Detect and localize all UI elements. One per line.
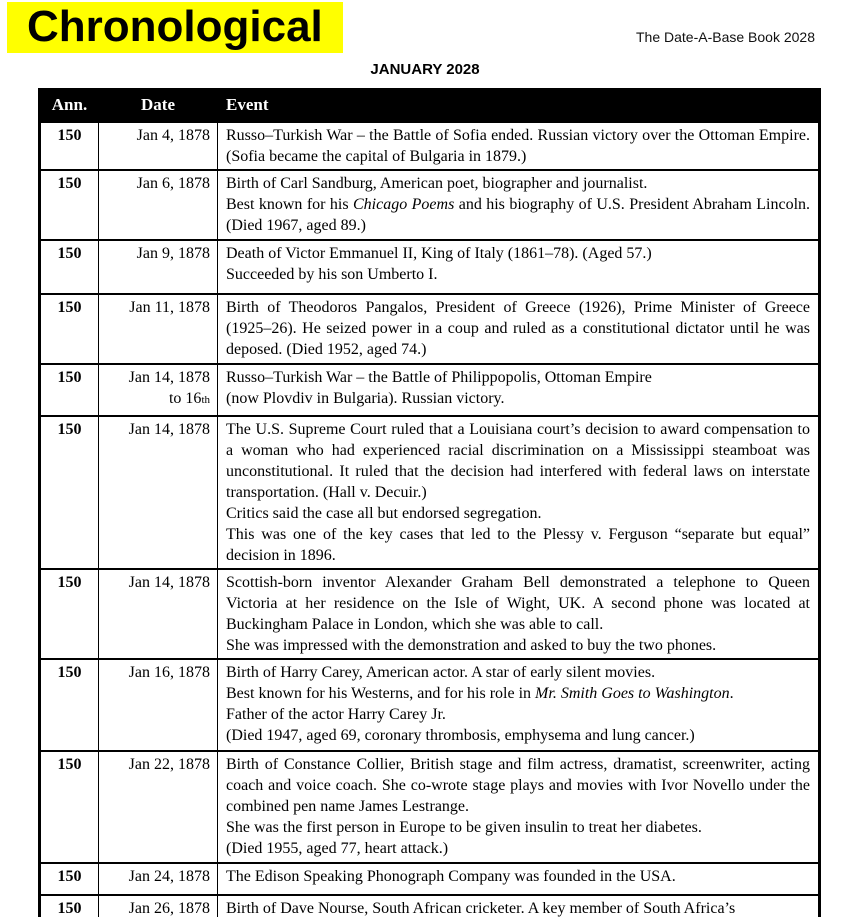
date-text: Jan 16, 1878 (128, 664, 210, 681)
event-paragraph: The Edison Speaking Phonograph Company was founded in the USA. (226, 868, 676, 885)
anniversary-cell: 150 (40, 170, 99, 240)
event-paragraph: (now Plovdiv in Bulgaria). Russian victory. (226, 390, 505, 407)
table-row (40, 122, 820, 170)
anniversary-cell: 150 (40, 751, 99, 863)
events-table (38, 88, 821, 917)
italic-title-text: Chicago Poems (353, 196, 455, 213)
page-title-highlight (7, 2, 343, 53)
table-row (40, 240, 820, 294)
date-text: Jan 14, 1878 (128, 369, 210, 386)
event-cell (218, 895, 820, 917)
event-cell (218, 751, 820, 863)
anniversary-cell: 150 (40, 659, 99, 751)
event-paragraph: She was impressed with the demonstration and asked to buy the two phones. (226, 637, 717, 654)
anniversary-cell: 150 (40, 416, 99, 569)
event-paragraph: Critics said the case all but endorsed segregation. (226, 505, 542, 522)
table-row (40, 294, 820, 364)
event-cell (218, 364, 820, 416)
event-paragraph: Scottish-born inventor Alexander Graham Bell demonstrated a telephone to Queen Victoria at her residence on the Isle of Wight, UK. A second phone was located at Buckingham Palace in London, which she was able to call. (226, 574, 810, 633)
month-header: JANUARY 2028 (370, 61, 480, 78)
column-header-ann: Ann. (40, 90, 99, 123)
anniversary-cell: 150 (40, 294, 99, 364)
event-cell (218, 122, 820, 170)
event-cell (218, 569, 820, 659)
date-range-text: to 16th (168, 390, 210, 407)
date-text: Jan 26, 1878 (128, 900, 210, 917)
event-paragraph: (Died 1955, aged 77, heart attack.) (226, 840, 449, 857)
event-paragraph: Birth of Harry Carey, American actor. A star of early silent movies. (226, 664, 656, 681)
event-paragraph: Birth of Constance Collier, British stage and film actress, dramatist, screenwriter, acting coach and voice coach. She co-wrote stage plays and movies with Ivor Novello under the combined pen name James Lestrange. (226, 756, 810, 815)
table-body (40, 122, 820, 917)
anniversary-cell: 150 (40, 895, 99, 917)
column-header-date: Date (99, 90, 218, 123)
date-cell (99, 416, 218, 569)
event-paragraph: Birth of Theodoros Pangalos, President of Greece (1926), Prime Minister of Greece (1925–26). He seized power in a coup and ruled as a constitutional dictator until he was deposed. (Died 1952, aged 74.) (226, 299, 810, 358)
event-paragraph: Father of the actor Harry Carey Jr. (226, 706, 446, 723)
date-cell (99, 659, 218, 751)
page-title: Chronological (27, 1, 323, 51)
event-paragraph: (Died 1947, aged 69, coronary thrombosis, emphysema and lung cancer.) (226, 727, 695, 744)
event-paragraph: Best known for his Westerns, and for his role in Mr. Smith Goes to Washington. (226, 685, 734, 702)
table-row (40, 364, 820, 416)
date-cell (99, 294, 218, 364)
anniversary-cell: 150 (40, 863, 99, 895)
anniversary-cell: 150 (40, 240, 99, 294)
event-cell (218, 170, 820, 240)
date-cell (99, 122, 218, 170)
anniversary-cell: 150 (40, 122, 99, 170)
event-cell (218, 416, 820, 569)
date-cell (99, 569, 218, 659)
event-paragraph: Birth of Dave Nourse, South African cricketer. A key member of South Africa’s (226, 900, 736, 917)
date-cell (99, 364, 218, 416)
anniversary-cell: 150 (40, 364, 99, 416)
table-row (40, 863, 820, 895)
date-text: Jan 6, 1878 (136, 175, 210, 192)
date-text: Jan 24, 1878 (128, 868, 210, 885)
event-paragraph: Death of Victor Emmanuel II, King of Italy (1861–78). (Aged 57.) (226, 245, 652, 262)
ordinal-suffix: th (201, 394, 210, 406)
table-row (40, 895, 820, 917)
column-header-event: Event (218, 90, 820, 123)
date-text: Jan 9, 1878 (136, 245, 210, 262)
event-cell (218, 240, 820, 294)
event-paragraph: Russo–Turkish War – the Battle of Philippopolis, Ottoman Empire (226, 369, 652, 386)
date-text: Jan 14, 1878 (128, 421, 210, 438)
table-row (40, 170, 820, 240)
event-paragraph: The U.S. Supreme Court ruled that a Louisiana court’s decision to award compensation to a woman who had experienced racial discrimination on a Mississippi steamboat was unconstitutional. It ruled that the decision had interfered with federal laws on interstate transportation. (Hall v. Decuir.) (226, 421, 810, 501)
date-text: Jan 11, 1878 (129, 299, 210, 316)
event-cell (218, 659, 820, 751)
table-row (40, 751, 820, 863)
table-header-row (40, 90, 820, 123)
event-paragraph: Birth of Carl Sandburg, American poet, biographer and journalist. (226, 175, 648, 192)
event-cell (218, 294, 820, 364)
event-cell (218, 863, 820, 895)
book-reference: The Date-A-Base Book 2028 (636, 29, 815, 45)
event-paragraph: Best known for his Chicago Poems and his biography of U.S. President Abraham Lincoln. (Died 1967, aged 89.) (226, 196, 811, 234)
anniversary-cell: 150 (40, 569, 99, 659)
event-paragraph: Succeeded by his son Umberto I. (226, 266, 438, 283)
date-cell (99, 863, 218, 895)
table-row (40, 659, 820, 751)
event-paragraph: She was the first person in Europe to be given insulin to treat her diabetes. (226, 819, 702, 836)
italic-title-text: Mr. Smith Goes to Washington (535, 685, 730, 702)
date-text: Jan 4, 1878 (136, 127, 210, 144)
date-cell (99, 895, 218, 917)
table-row (40, 569, 820, 659)
date-text: Jan 14, 1878 (128, 574, 210, 591)
table-row (40, 416, 820, 569)
date-text: Jan 22, 1878 (128, 756, 210, 773)
event-paragraph: This was one of the key cases that led to the Plessy v. Ferguson “separate but equal” decision in 1896. (226, 526, 810, 564)
date-cell (99, 751, 218, 863)
date-cell (99, 170, 218, 240)
table-header (40, 90, 820, 123)
event-paragraph: Russo–Turkish War – the Battle of Sofia ended. Russian victory over the Ottoman Empire. (Sofia became the capital of Bulgaria in 1879.) (226, 127, 810, 165)
date-cell (99, 240, 218, 294)
